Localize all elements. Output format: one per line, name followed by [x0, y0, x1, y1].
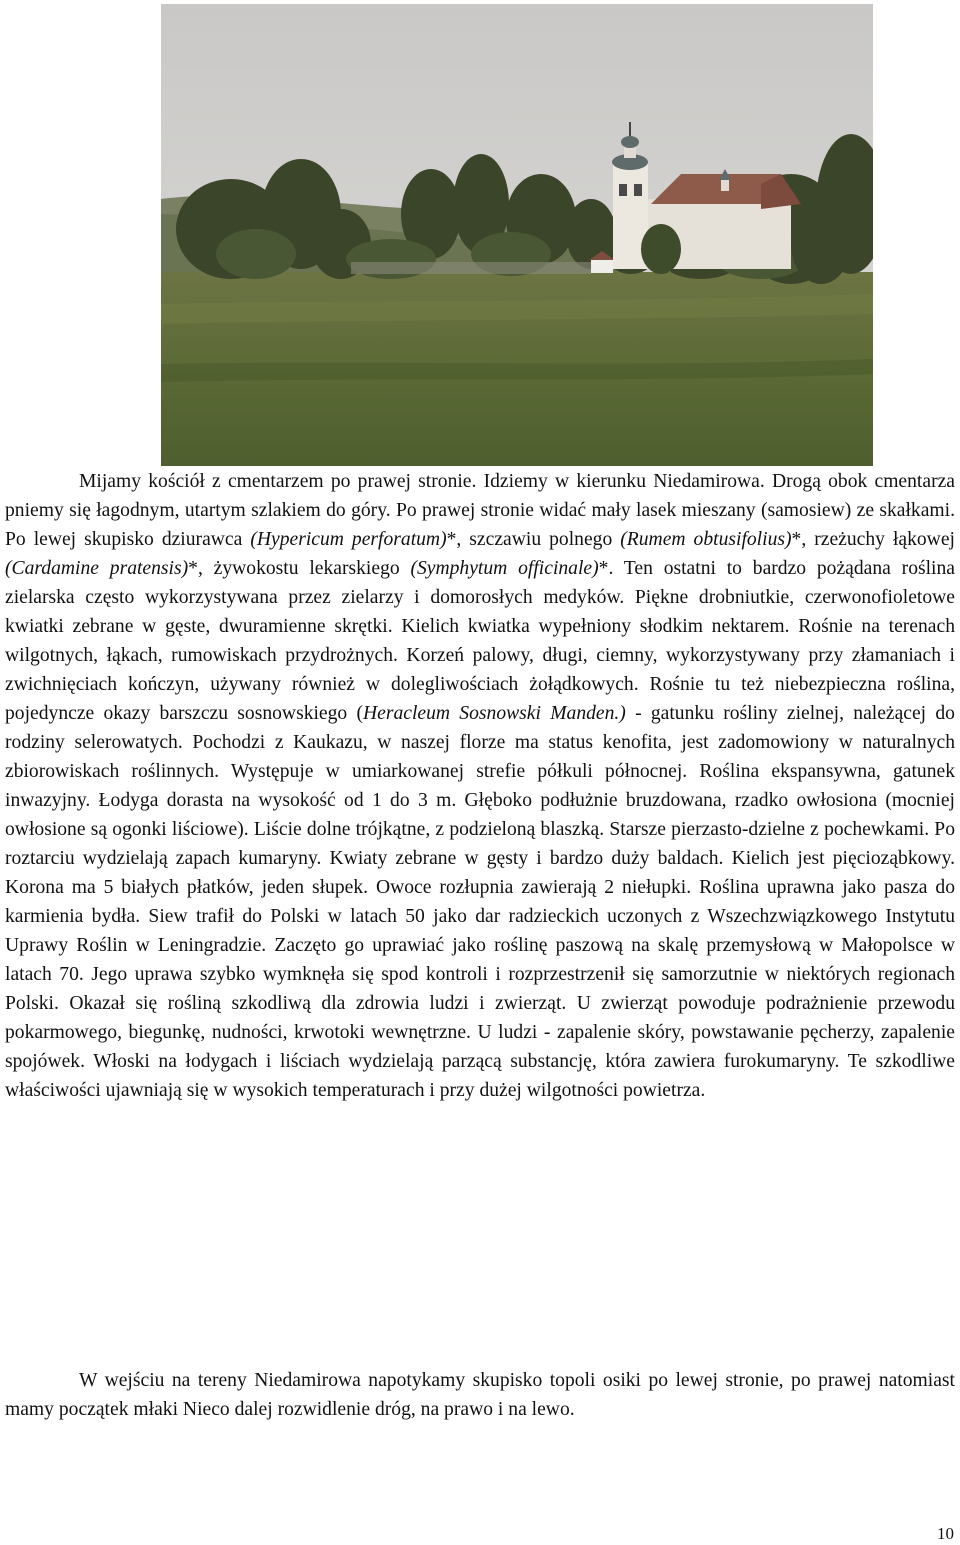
second-paragraph [5, 1366, 955, 1424]
church-meadow-image [161, 4, 873, 466]
latin-name-rumex: (Rumem obtusifolius) [620, 529, 792, 550]
text-segment: - gatunku rośliny zielnej, należącej do rodziny selerowatych. Pochodzi z Kaukazu, w naszej florze ma status kenofita, jest zadomowiony w naturalnych zbiorowiskach roślinnych. Występuje w umiarkowanej strefie półkuli północnej. Roślina ekspansywna, gatunek inwazyjny. Łodyga dorasta na wysokość od 1 do 3 m. Głęboko podłużnie bruzdowana, rzadko owłosiona (mocniej owłosione są ogonki liściowe). Liście dolne trójkątne, z podzieloną blaszką. Starsze pierzasto-dzielne z pochewkami. Po roztarciu wydzielają zapach kumaryny. Kwiaty zebrane w gęsty i bardzo duży baldach. Kielich jest pięcioząbkowy. Korona ma 5 białych płatków, jeden słupek. Owoce rozłupnia zawierają 2 niełupki. Roślina uprawna jako pasza do karmienia bydła. Siew trafił do Polski w latach 50 jako dar radzieckich uczonych z Wszechzwiązkowego Instytutu Uprawy Roślin w Leningradzie. Zaczęto go uprawiać jako roślinę paszową na skalę przemysłową w Małopolsce w latach 70. Jego uprawa szybko wymknęła się spod kontroli i rozprzestrzenił się samorzutnie w niektórych regionach Polski. Okazał się rośliną szkodliwą dla zdrowia ludzi i zwierząt. U zwierząt powoduje podrażnienie przewodu pokarmowego, biegunkę, nudności, krwotoki wewnętrzne. U ludzi - zapalenie skóry, powstawanie pęcherzy, zapalenie spojówek. Włoski na łodygach i liściach wydzielają parzącą substancję, która zawiera furokumaryny. Te szkodliwe właściwości ujawniają się w wysokich temperaturach i przy dużej wilgotności powietrza. [5, 703, 955, 1101]
landscape-photo [161, 4, 873, 466]
text-segment: Mijamy kościół z cmentarzem po prawej stronie. Idziemy w kierunku Niedamirowa. Drogą obok cmentarza pniemy się łagodnym, utartym szlakiem do góry. Po prawej stronie widać mały lasek mieszany (samosiew) ze skałkami. Po lewej skupisko dziurawca [5, 471, 955, 550]
paragraph-1 [5, 467, 955, 1105]
main-paragraph [5, 467, 955, 1105]
latin-name-hypericum: (Hypericum perforatum) [250, 529, 447, 550]
paragraph-2: W wejściu na tereny Niedamirowa napotykamy skupisko topoli osiki po lewej stronie, po prawej natomiast mamy początek młaki Nieco dalej rozwidlenie dróg, na prawo i na lewo. [5, 1370, 955, 1420]
page-number: 10 [937, 1524, 954, 1543]
text-segment: *, żywokostu lekarskiego [188, 558, 411, 579]
text-segment: *, rzeżuchy łąkowej [791, 529, 955, 550]
latin-name-heracleum: Heracleum Sosnowski Manden.) [363, 703, 626, 724]
latin-name-cardamine: (Cardamine pratensis) [5, 558, 189, 579]
text-segment: *, szczawiu polnego [446, 529, 621, 550]
text-segment: *. Ten ostatni to bardzo pożądana roślina zielarska często wykorzystywana przez zielarzy i domorosłych medyków. Piękne drobniutkie, czerwonofioletowe kwiatki zebrane w gęste, dwuramienne skrętki. Kielich kwiatka wypełniony słodkim nektarem. Rośnie na terenach wilgotnych, łąkach, rumowiskach przydrożnych. Korzeń palowy, długi, ciemny, wykorzystywany przy złamaniach i zwichnięciach kończyn, używany również w dolegliwościach żołądkowych. Rośnie tu też niebezpieczna roślina, pojedyncze okazy barszczu sosnowskiego ( [5, 558, 955, 724]
latin-name-symphytum: (Symphytum officinale) [410, 558, 599, 579]
